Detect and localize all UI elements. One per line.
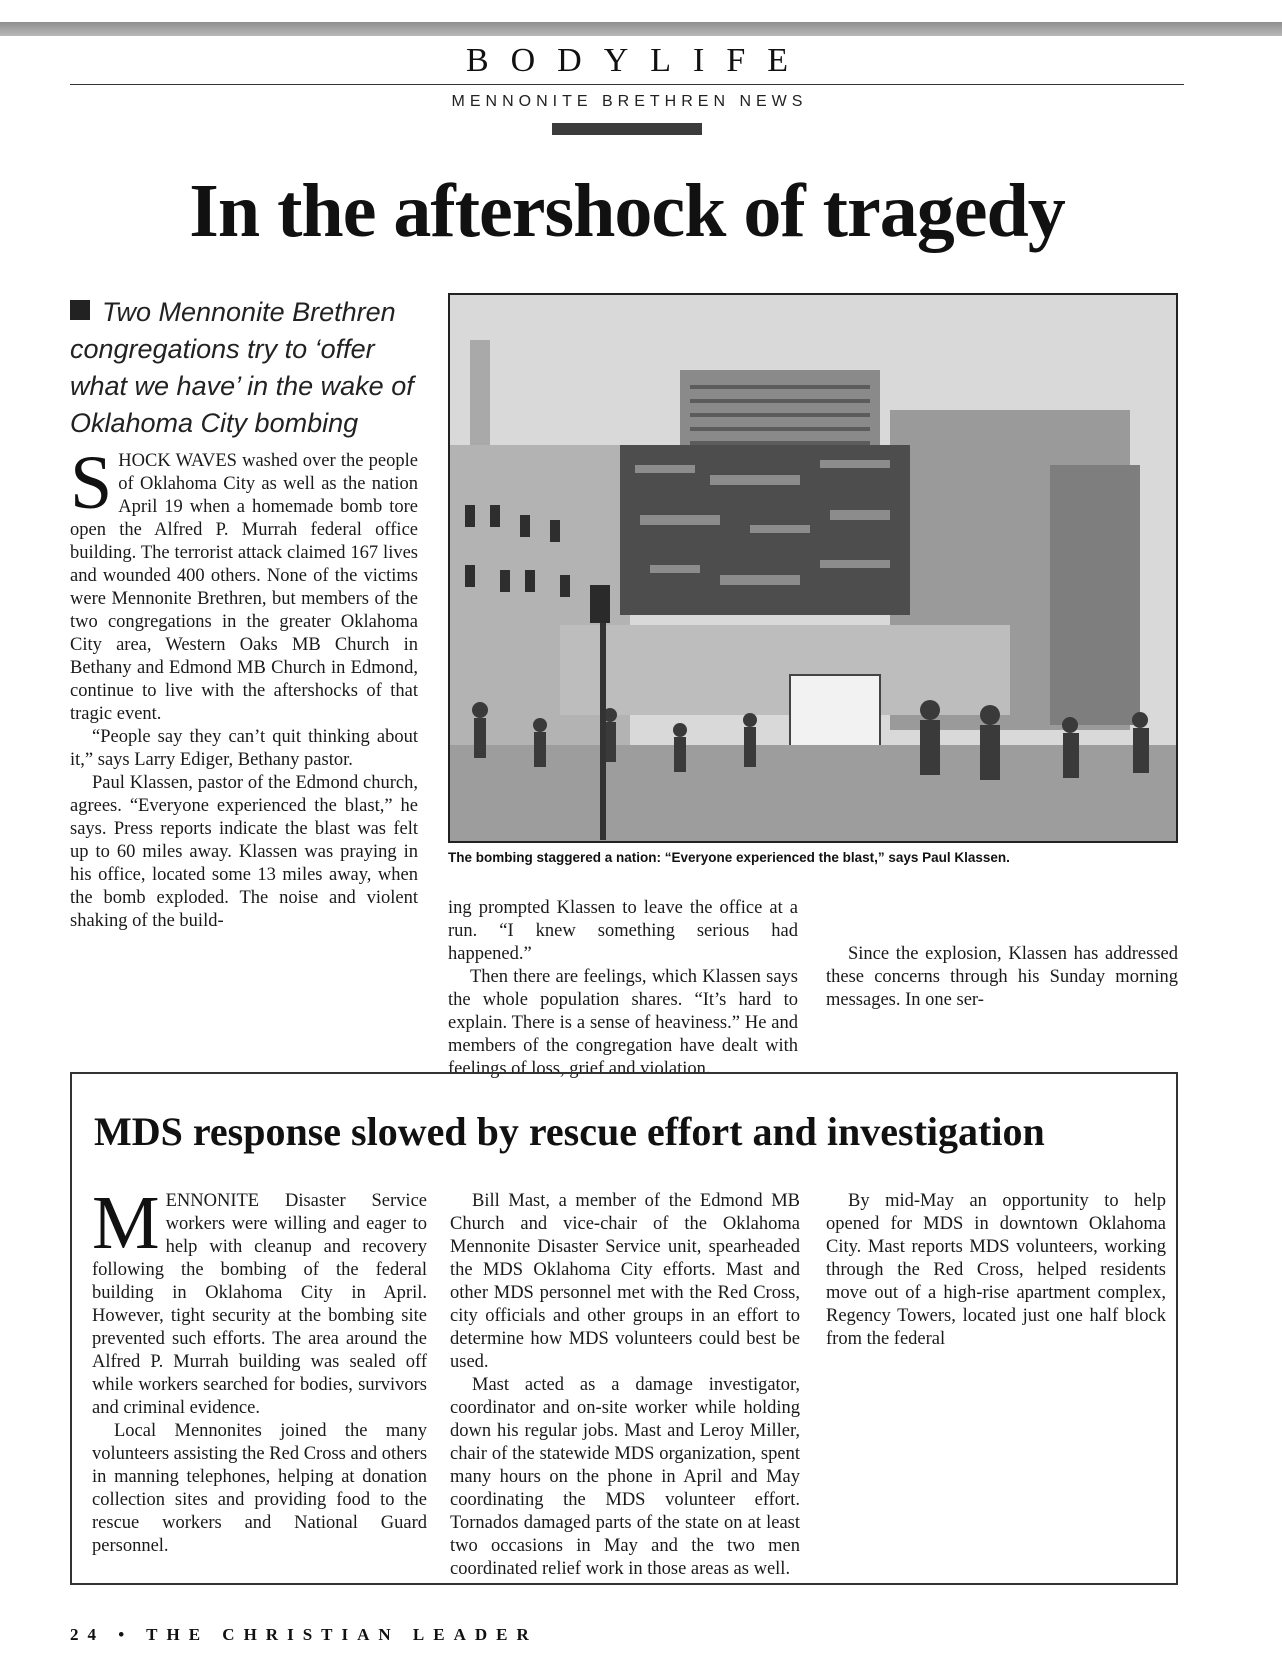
deck-square-bullet [70, 300, 90, 320]
page-footer [70, 1625, 538, 1645]
sidebar-column-3 [826, 1190, 1166, 1351]
photo-caption: The bombing staggered a nation: “Everyone experienced the blast,” says Paul Klassen. [448, 850, 1010, 865]
article-headline: In the aftershock of tragedy [189, 169, 1065, 253]
article-paragraph-3: Paul Klassen, pastor of the Edmond church, agrees. “Everyone experienced the blast,” he says. Press reports indicate the blast was felt up to 60 miles away. Klassen was praying in his office, located some 13 miles away, when the bomb exploded. The noise and violent shaking of the build- [70, 773, 418, 931]
sidebar-column-2 [450, 1190, 800, 1581]
article-column-3 [826, 943, 1178, 1012]
article-column-1 [70, 441, 418, 933]
article-dropcap: S [70, 441, 113, 525]
page-number: 24 [70, 1625, 105, 1644]
sidebar-paragraph-5: By mid-May an opportunity to help opened for MDS in downtown Oklahoma City. Mast reports MDS volunteers, working through the Red Cross, helped residents move out of a high-rise apartment complex, Regency Towers, located just one half block from the federal [826, 1191, 1166, 1349]
bombing-photo-image [450, 295, 1176, 841]
bombing-photo [448, 293, 1178, 843]
deck-text: Two Mennonite Brethren congregations try to ‘offer what we have’ in the wake of Oklahoma City bombing [70, 297, 414, 438]
article-column-2 [448, 897, 798, 1081]
masthead-rule [70, 84, 1184, 85]
sidebar-column-1 [92, 1181, 428, 1558]
masthead-bar [552, 123, 702, 135]
section-title: BODYLIFE [465, 42, 811, 79]
footer-separator: • [118, 1625, 134, 1644]
sidebar-paragraph-2: Local Mennonites joined the many volunteers assisting the Red Cross and others in manning telephones, helping at donation collection sites and providing food to the rescue workers and National Guard personnel. [92, 1421, 428, 1556]
top-gray-bar [0, 22, 1282, 36]
article-paragraph-1: SHOCK WAVES washed over the people of Oklahoma City as well as the nation April 19 when a homemade bomb tore open the Alfred P. Murrah federal office building. The terrorist attack claimed 167 lives and wounded 400 others. None of the victims were Mennonite Brethren, but members of the two congregations in the greater Oklahoma City area, Western Oaks MB Church in Bethany and Edmond MB Church in Edmond, continue to live with the aftershocks of that tragic event. [70, 441, 418, 724]
sidebar-paragraph-1: MENNONITE Disaster Service workers were willing and eager to help with cleanup and recovery following the bombing of the federal building in Oklahoma City in April. However, tight security at the bombing site prevented such efforts. The area around the Alfred P. Murrah building was sealed off while workers searched for bodies, survivors and criminal evidence. [92, 1181, 427, 1418]
sidebar-headline: MDS response slowed by rescue effort and investigation [94, 1109, 1045, 1154]
article-paragraph-3-continued: ing prompted Klassen to leave the office at a run. “I knew something serious had happened.” [448, 898, 798, 964]
article-paragraph-5: Since the explosion, Klassen has addressed these concerns through his Sunday morning messages. In one ser- [826, 944, 1178, 1010]
sidebar-dropcap: M [92, 1181, 160, 1265]
masthead [70, 44, 1184, 135]
article-deck [70, 294, 420, 442]
sidebar-paragraph-3: Bill Mast, a member of the Edmond MB Church and vice-chair of the Oklahoma Mennonite Disaster Service unit, spearheaded the MDS Oklahoma City efforts. Mast and other MDS personnel met with the Red Cross, city officials and other groups in an effort to determine how MDS volunteers could best be used. [450, 1191, 800, 1372]
article-paragraph-4: Then there are feelings, which Klassen says the whole population shares. “It’s hard to explain. There is a sense of heaviness.” He and members of the congregation have dealt with feelings of loss, grief and violation. [448, 967, 798, 1079]
section-subtitle: MENNONITE BRETHREN NEWS [451, 93, 808, 110]
article-paragraph-2: “People say they can’t quit thinking about it,” says Larry Ediger, Bethany pastor. [70, 727, 418, 770]
sidebar-paragraph-4: Mast acted as a damage investigator, coordinator and on-site worker while holding down his regular jobs. Mast and Leroy Miller, chair of the statewide MDS organization, spent many hours on the phone in April and May coordinating the MDS volunteer effort. Tornados damaged parts of the state on at least two occasions in May and the two men coordinated relief work in those areas as well. [450, 1375, 800, 1579]
publication-name: THE CHRISTIAN LEADER [146, 1625, 538, 1644]
